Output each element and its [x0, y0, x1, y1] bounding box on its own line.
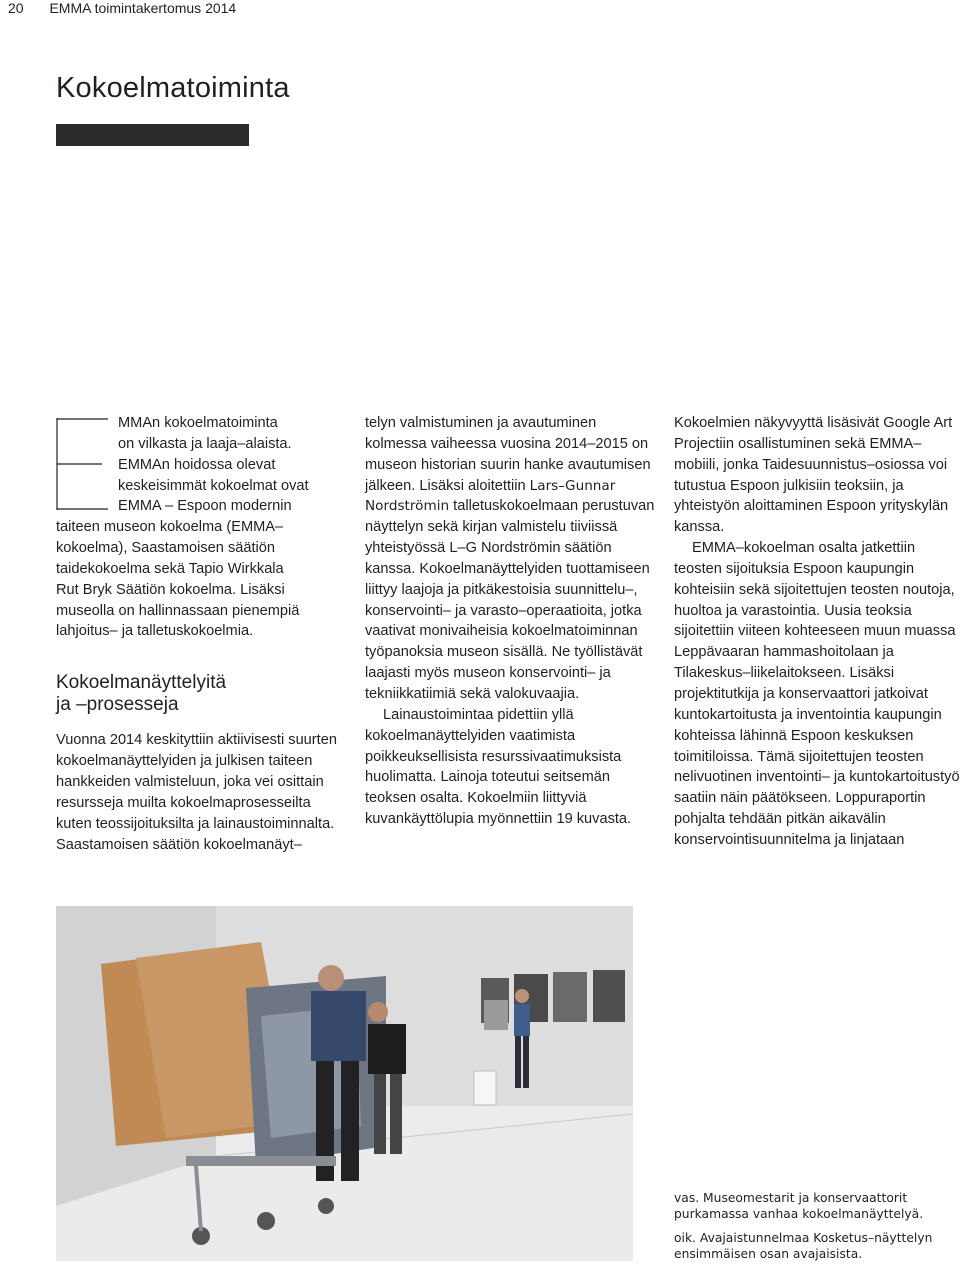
caption-right: oik. Avajaistunnelmaa Kosketus–näyttelyn ensimmäisen osan avajaisista. — [674, 1231, 933, 1261]
column-3 — [674, 413, 960, 851]
intro-line: keskeisimmät kokoelmat ovat — [118, 477, 309, 494]
intro-paragraph — [56, 413, 346, 642]
intro-line: MMAn kokoelmatoiminta — [118, 415, 278, 431]
intro-line: EMMA – Espoon modernin — [118, 498, 292, 515]
caption-left: vas. Museomestarit ja konservaattorit purkamassa vanhaa kokoelmanäyttelyä. — [674, 1191, 924, 1221]
page-number: 20 — [8, 0, 24, 16]
gallery-photo — [56, 906, 633, 1261]
intro-line: taidekokoelma sekä Tapio Wirkkala — [56, 560, 284, 577]
subheading-line: ja –prosesseja — [56, 694, 179, 716]
page-title: Kokoelmatoiminta — [56, 72, 290, 104]
intro-line: EMMAn hoidossa olevat — [118, 456, 276, 473]
intro-line: Rut Bryk Säätiön kokoelma. Lisäksi — [56, 581, 285, 598]
intro-line: on vilkasta ja laaja–alaista. — [118, 435, 292, 452]
photo-captions — [674, 1190, 960, 1270]
page-header — [8, 0, 236, 16]
body-text: telyn valmistuminen ja avautuminen kolmessa vaiheessa vuosina 2014–2015 on museon historian suurin hanke avautumisen jälkeen. Lisäksi aloitettiin — [365, 415, 651, 494]
body-paragraph: Vuonna 2014 keskityttiin aktiivisesti suurten kokoelmanäyttelyiden ja julkisen taiteen hankkeiden valmisteluun, joka vei osittain resursseja muilta kokoelmaprosesseilta kuten teossijoituksilta ja lainaustoiminnalta. Saastamoisen säätiön kokoelmanäyt– — [56, 732, 337, 853]
title-bar — [56, 124, 249, 146]
subheading-line: Kokoelmanäyttelyitä — [56, 672, 227, 694]
section-subheading — [56, 672, 346, 716]
column-1 — [56, 413, 346, 855]
body-paragraph: EMMA–kokoelman osalta jatkettiin teosten sijoituksia Espoon kaupungin kohteisiin sekä sijoitettujen teosten noutoja, huoltoa ja varastointia. Uusia teoksia sijoitettiin viiteen kohteeseen muun muassa Leppävaaran hammashoitolaan ja Tilakeskus–liikelaitokseen. Lisäksi projektitutkija ja konservaattori jatkoivat kuntokartoitusta ja inventointia kaupungin kohteissa lähinnä Espoon keskuksen toimitiloissa. Tämä sijoitettujen teosten nelivuotinen inventointi– ja kuntokartoitustyö saatiin näin päätökseen. Loppuraportin pohjalta tehdään pitkän aikavälin konservointisuunnitelma ja linjataan — [674, 540, 960, 848]
body-paragraph — [365, 413, 655, 705]
body-paragraph: Kokoelmien näkyvyyttä lisäsivät Google Art Projectiin osallistuminen sekä EMMA–mobiili, jonka Taidesuunnistus–osiossa voi tutustua Espoon julkisiin teoksiin, ja yhteistyön aloittaminen Espoon yrityskylän kanssa. — [674, 415, 953, 536]
column-2 — [365, 413, 655, 830]
intro-line: kokoelma), Saastamoisen säätiön — [56, 540, 276, 557]
artist-name: Lars–Gunnar Nordströmin — [365, 477, 616, 515]
running-title: EMMA toimintakertomus 2014 — [49, 0, 237, 16]
photo-illustration — [56, 906, 633, 1261]
body-text: talletuskokoelmaan perustuvan näyttelyn sekä kirjan valmistelu tiiviissä yhteistyössä L–G Nordströmin säätiön kanssa. Kokoelmanäyttelyiden tuottamiseen liittyy laajoja ja pitkäkestoisia suunnittelu–, konservointi– ja varasto–operaatioita, jotka vaativat monivaiheisia kokoelmatoiminnan työpanoksia museon sisällä. Ne työllistävät laajasti myös museon konservointi– ja tekniikkatiimiä sekä valokuvaajia. — [365, 498, 655, 702]
body-paragraph: Lainaustoimintaa pidettiin yllä kokoelmanäyttelyiden vaatimista poikkeuksellisista resurssivaatimuksista huolimatta. Lainoja toteutui seitsemän teoksen osalta. Kokoelmiin liittyviä kuvankäyttölupia myönnettiin 19 kuvasta. — [365, 706, 632, 828]
intro-line: lahjoitus– ja talletuskokoelmia. — [56, 623, 254, 640]
intro-line: taiteen museon kokoelma (EMMA– — [56, 519, 284, 536]
intro-line: museolla on hallinnassaan pienempiä — [56, 602, 300, 619]
